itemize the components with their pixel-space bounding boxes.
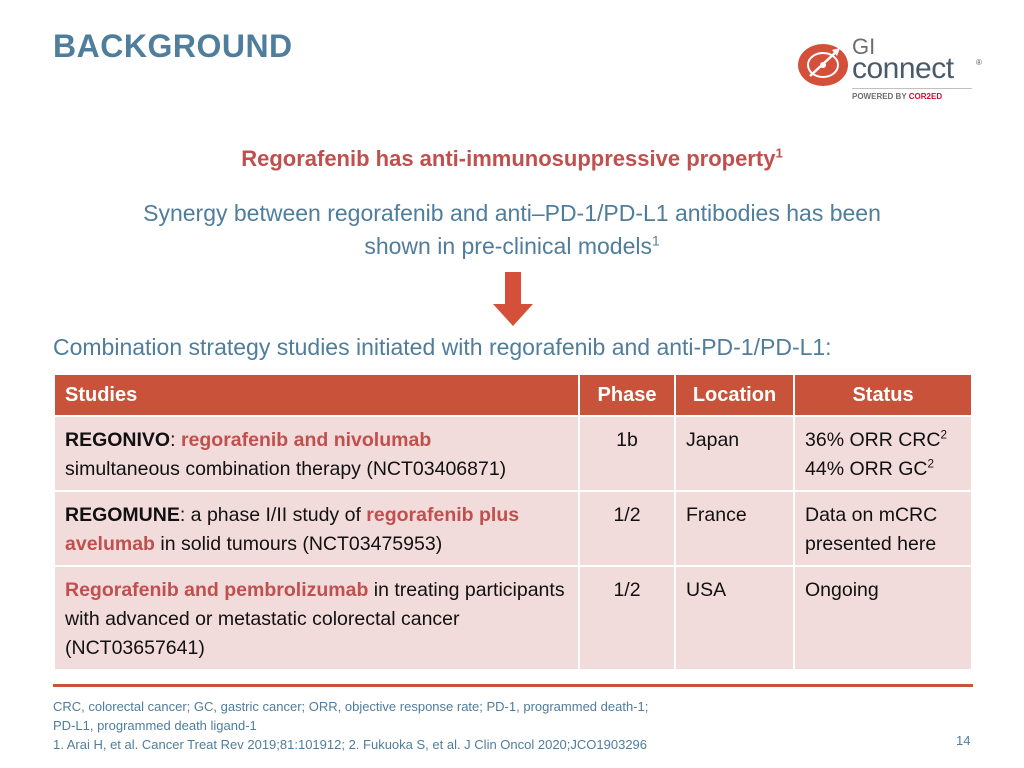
- study-drugs: regorafenib and nivolumab: [180, 429, 432, 451]
- synergy-ref: 1: [651, 233, 660, 249]
- logo-divider: [852, 88, 972, 89]
- studies-table: [53, 375, 973, 671]
- table-header-row: [54, 375, 972, 416]
- study-name: REGONIVO: [65, 429, 171, 451]
- abbreviations-line-1: CRC, colorectal cancer; GC, gastric cancer; ORR, objective response rate; PD-1, programmed death-1;: [53, 699, 649, 714]
- gi-connect-logo: [796, 36, 986, 106]
- study-cell-pembrolizumab: Regorafenib and pembrolizumab in treating participants with advanced or metastatic colorectal cancer (NCT03657641): [54, 566, 579, 670]
- synergy-line-1: Synergy between regorafenib and anti–PD-1/PD-L1 antibodies has been: [143, 200, 881, 226]
- subtitle-ref: 1: [775, 145, 783, 161]
- logo-registered-mark: ®: [976, 58, 982, 67]
- abbreviations-line-2: PD-L1, programmed death ligand-1: [53, 718, 257, 733]
- study-drugs: regorafenib plus avelumab: [65, 504, 520, 555]
- study-cell-regomune: REGOMUNE: a phase I/II study of regorafenib plus avelumab in solid tumours (NCT03475953): [54, 491, 579, 566]
- table-row: [54, 416, 972, 491]
- status-cell: Ongoing: [794, 566, 972, 670]
- table-row: [54, 566, 972, 670]
- logo-connect-text: connect: [852, 52, 954, 85]
- footer-divider: [53, 684, 973, 687]
- study-name: REGOMUNE: [65, 504, 180, 526]
- location-cell: France: [675, 491, 794, 566]
- status-cell: 36% ORR CRC$^2$ 44% ORR $GC^2$: [794, 416, 972, 491]
- slide-title: BACKGROUND: [53, 28, 293, 64]
- header-studies: Studies: [54, 375, 579, 416]
- phase-cell: 1/2: [579, 491, 675, 566]
- logo-gi-text: GI: [852, 34, 876, 59]
- logo-cor2ed: COR2ED: [908, 92, 943, 101]
- references: 1. Arai H, et al. Cancer Treat Rev 2019;81:101912; 2. Fukuoka S, et al. J Clin Oncol 2020;JCO1903296: [53, 737, 648, 752]
- logo-powered-by: POWERED BY COR2ED: [852, 92, 943, 101]
- header-status: Status: [794, 375, 972, 416]
- study-drugs: Regorafenib and pembrolizumab: [65, 579, 369, 601]
- phase-cell: 1/2: [579, 566, 675, 670]
- synergy-statement: [62, 197, 962, 263]
- page-number: 14: [956, 733, 971, 748]
- down-arrow-icon: [493, 272, 533, 328]
- gi-connect-logo-mark: [796, 40, 852, 90]
- study-description: simultaneous combination therapy (NCT03406871): [65, 458, 507, 480]
- status-cell: Data on mCRC presented here: [794, 491, 972, 566]
- location-cell: Japan: [675, 416, 794, 491]
- header-location: Location: [675, 375, 794, 416]
- header-phase: Phase: [579, 375, 675, 416]
- combination-heading: Combination strategy studies initiated with regorafenib and anti-PD-1/PD-L1:: [53, 334, 832, 360]
- footnotes: [53, 697, 873, 754]
- synergy-line-2: shown in pre-clinical models: [364, 233, 652, 259]
- study-cell-regonivo: REGONIVO: regorafenib and nivolumab simultaneous combination therapy (NCT03406871): [54, 416, 579, 491]
- slide-subtitle: Regorafenib has anti-immunosuppressive property$^1$: [241, 145, 783, 171]
- table-row: [54, 491, 972, 566]
- location-cell: USA: [675, 566, 794, 670]
- phase-cell: 1b: [579, 416, 675, 491]
